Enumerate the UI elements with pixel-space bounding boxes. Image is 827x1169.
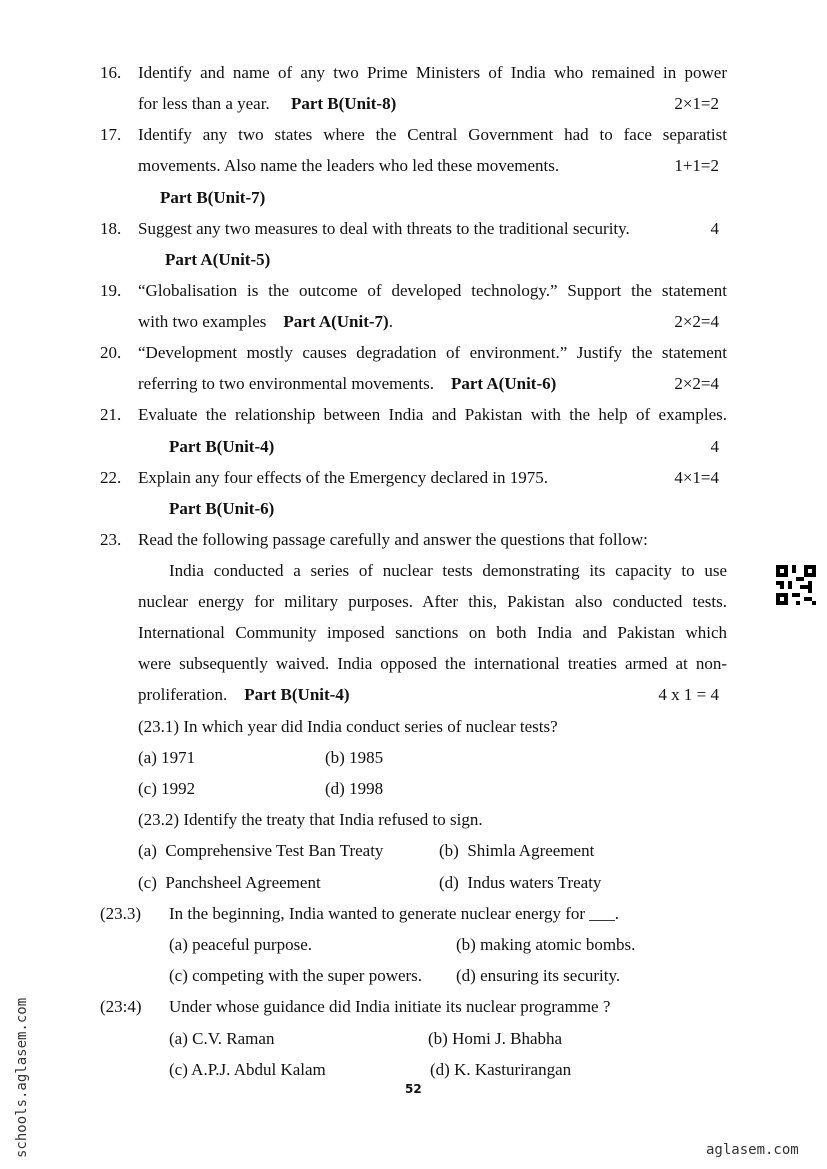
question-text: Evaluate the relationship between India and Pakistan with the help of examples. xyxy=(138,405,727,424)
page-number: 52 xyxy=(405,1082,422,1096)
unit-reference: Part B(Unit-4) xyxy=(169,437,275,456)
unit-reference: Part B(Unit-8) xyxy=(290,94,397,113)
sub-question-number: (23.3) xyxy=(100,904,142,923)
question-number: 18. xyxy=(100,219,122,238)
marks: 2×2=4 xyxy=(674,312,719,331)
option-b: (b) Shimla Agreement xyxy=(439,841,595,860)
option-d: (d) ensuring its security. xyxy=(456,966,621,985)
question-text: Suggest any two measures to deal with threats to the traditional security. xyxy=(138,219,630,238)
unit-reference: Part B(Unit-4) xyxy=(244,685,350,704)
question-number: 21. xyxy=(100,405,122,424)
option-b: (b) making atomic bombs. xyxy=(456,935,636,954)
option-a: (a) Comprehensive Test Ban Treaty xyxy=(138,841,384,860)
question-number: 23. xyxy=(100,530,122,549)
passage-text: proliferation. Part B(Unit-4) xyxy=(138,685,350,704)
question-text: with two examples Part A(Unit-7). xyxy=(138,312,393,331)
option-c: (c) Panchsheel Agreement xyxy=(138,873,321,892)
unit-reference: Part B(Unit-7) xyxy=(160,188,266,207)
option-a: (a) C.V. Raman xyxy=(169,1029,275,1048)
question-text: “Globalisation is the outcome of developed technology.” Support the statement xyxy=(138,281,727,300)
sub-question-23-1: (23.1) In which year did India conduct series of nuclear tests? xyxy=(138,717,558,736)
question-text: referring to two environmental movements. Part A(Unit-6) xyxy=(138,374,557,393)
question-number: 17. xyxy=(100,125,122,144)
question-21-line2 xyxy=(0,436,827,458)
option-b: (b) 1985 xyxy=(325,748,384,767)
question-number: 16. xyxy=(100,63,122,82)
passage-text: were subsequently waived. India opposed the international treaties armed at non- xyxy=(138,654,727,673)
option-c: (c) A.P.J. Abdul Kalam xyxy=(169,1060,326,1079)
question-21 xyxy=(0,404,827,426)
question-20 xyxy=(0,342,827,364)
passage-line xyxy=(0,653,827,675)
passage-line xyxy=(0,622,827,644)
option-a: (a) peaceful purpose. xyxy=(169,935,313,954)
question-text: movements. Also name the leaders who led these movements. xyxy=(138,156,560,175)
qr-code-icon xyxy=(776,565,816,605)
question-16-line2 xyxy=(0,93,827,115)
question-20-line2 xyxy=(0,373,827,395)
question-19-line2 xyxy=(0,311,827,333)
option-c: (c) competing with the super powers. xyxy=(169,966,423,985)
option-d: (d) Indus waters Treaty xyxy=(439,873,602,892)
question-19 xyxy=(0,280,827,302)
question-16 xyxy=(0,62,827,84)
marks: 4 xyxy=(710,219,719,238)
sub-question-number: (23:4) xyxy=(100,997,142,1016)
option-d: (d) K. Kasturirangan xyxy=(430,1060,572,1079)
question-17-line2 xyxy=(0,155,827,177)
passage-text: International Community imposed sanctions on both India and Pakistan which xyxy=(138,623,727,642)
unit-reference: Part A(Unit-5) xyxy=(165,250,271,269)
sub-question-23-2: (23.2) Identify the treaty that India refused to sign. xyxy=(138,810,483,829)
passage-line xyxy=(0,591,827,613)
question-17 xyxy=(0,124,827,146)
sub-question-23-4: Under whose guidance did India initiate its nuclear programme ? xyxy=(169,997,611,1016)
marks: 4×1=4 xyxy=(674,468,719,487)
question-text: “Development mostly causes degradation of environment.” Justify the statement xyxy=(138,343,727,362)
passage-text: nuclear energy for military purposes. After this, Pakistan also conducted tests. xyxy=(138,592,727,611)
marks: 2×1=2 xyxy=(674,94,719,113)
question-text: for less than a year. Part B(Unit-8) xyxy=(138,94,397,113)
unit-reference: Part B(Unit-6) xyxy=(169,499,275,518)
question-text: Identify and name of any two Prime Ministers of India who remained in power xyxy=(138,63,727,82)
marks: 4 x 1 = 4 xyxy=(658,685,719,704)
question-text: Explain any four effects of the Emergency declared in 1975. xyxy=(138,468,549,487)
question-text: Read the following passage carefully and answer the questions that follow: xyxy=(138,530,648,549)
question-18 xyxy=(0,218,827,240)
question-number: 22. xyxy=(100,468,122,487)
question-23 xyxy=(0,529,827,551)
bottom-watermark: aglasem.com xyxy=(706,1142,799,1158)
option-d: (d) 1998 xyxy=(325,779,384,798)
option-c: (c) 1992 xyxy=(138,779,196,798)
passage-line xyxy=(0,560,827,582)
passage-text: India conducted a series of nuclear tests demonstrating its capacity to use xyxy=(169,561,727,580)
question-22 xyxy=(0,467,827,489)
option-a: (a) 1971 xyxy=(138,748,196,767)
question-number: 19. xyxy=(100,281,122,300)
side-watermark: schools.aglasem.com xyxy=(14,997,30,1158)
sub-question-23-3: In the beginning, India wanted to generate nuclear energy for ___. xyxy=(169,904,620,923)
unit-reference: Part A(Unit-7) xyxy=(283,312,389,331)
marks: 4 xyxy=(710,437,719,456)
option-b: (b) Homi J. Bhabha xyxy=(428,1029,563,1048)
question-number: 20. xyxy=(100,343,122,362)
passage-line xyxy=(0,684,827,706)
marks: 2×2=4 xyxy=(674,374,719,393)
marks: 1+1=2 xyxy=(674,156,719,175)
unit-reference: Part A(Unit-6) xyxy=(451,374,557,393)
question-text: Identify any two states where the Central Government had to face separatist xyxy=(138,125,727,144)
